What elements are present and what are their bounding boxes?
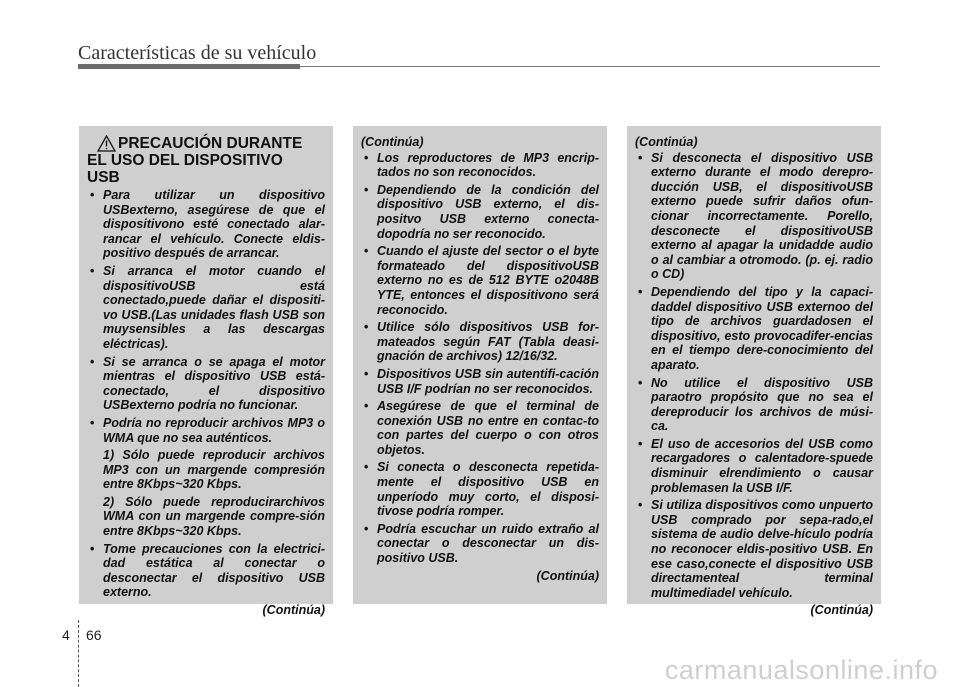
list-item: • Dispositivos USB sin autentifi-cación USB I/F podrían no ser reconocidos. (361, 367, 599, 396)
list-item: • Podría escuchar un ruido extraño al conectar o desconectar un dis-positivo USB. (361, 522, 599, 566)
footer-divider (78, 620, 79, 687)
continued-label: (Continúa) (536, 568, 599, 583)
list-item: • No utilice el dispositivo USB paraotro propósito que no sea el dereproducir los archivos de músi-ca. (635, 376, 873, 434)
page-header-title: Características de su vehículo (78, 42, 317, 64)
caution-box-column-2 (353, 126, 607, 604)
list-item: • Si utiliza dispositivos como unpuerto USB comprado por sepa-rado,el sistema de audio delve-hículo podría no reconocer eldis-positivo USB. En ese caso,conecte el dispositivo USB directamenteal terminal multimediadel vehículo. (635, 498, 873, 600)
caution-box-column-3 (627, 126, 881, 618)
caution-title-line-2: EL USO DEL DISPOSITIVO (87, 152, 283, 169)
list-item: • Utilice sólo dispositivos USB for-mateados según FAT (Tabla deasi-gnación de archivos) 12/16/32. (361, 320, 599, 364)
list-item: • Si desconecta el dispositivo USB externo durante el modo derepro-ducción USB, el dispositivoUSB externo puede sufrir daños ofun-cionar incorrectamente. Porello, desconecte el dispositivoUSB externo al apagar la unidadde audio o al cambiar a otromodo. (p. ej. radio o CD) (635, 151, 873, 282)
continued-heading: (Continúa) (635, 135, 698, 149)
list-item: • Podría no reproducir archivos MP3 o WMA que no sea auténticos. (87, 416, 325, 445)
list-item: • Para utilizar un dispositivo USBexterno, asegúrese de que el dispositivono esté conectado alar-rancar el vehículo. Conecte eldis-positivo después de arrancar. (87, 188, 325, 261)
warning-triangle-icon (97, 135, 116, 152)
list-item: • El uso de accesorios del USB como recargadores o calentadore-spuede disminuir elrendimiento o causar problemasen la USB I/F. (635, 437, 873, 495)
caution-box-column-1 (79, 126, 333, 618)
list-item: • Los reproductores de MP3 encrip-tados no son reconocidos. (361, 151, 599, 180)
list-item: • Si conecta o desconecta repetida-mente el dispositivo USB en unperíodo muy corto, el disposi-tivose podría romper. (361, 460, 599, 518)
caution-title-line-1: PRECAUCIÓN DURANTE (118, 135, 303, 152)
continued-label: (Continúa) (262, 603, 325, 618)
header-rule-thick (78, 64, 300, 69)
list-item: • Tome precauciones con la electrici-dad estática al conectar o desconectar el dispositivo USB externo. (87, 542, 325, 600)
list-item: • Si se arranca o se apaga el motor mientras el dispositivo USB está-conectado, el dispositivo USBexterno podría no funcionar. (87, 355, 325, 413)
page-number: 66 (86, 627, 102, 643)
caution-title-line-3: USB (87, 169, 120, 186)
sub-item: 1) Sólo puede reproducir archivos MP3 con un margende compresión entre 8Kbps~320 Kbps. (103, 448, 325, 492)
continued-label: (Continúa) (810, 603, 873, 618)
caution-title (87, 135, 325, 186)
watermark: carmanualsonline.info (664, 655, 938, 685)
section-number: 4 (62, 627, 70, 643)
list-item: • Si arranca el motor cuando el dispositivoUSB está conectado,puede dañar el dispositi-vo USB.(Las unidades flash USB son muysensibles a las descargas eléctricas). (87, 264, 325, 352)
list-item: • Asegúrese de que el terminal de conexión USB no entre en contac-to con partes del cuerpo o con otros objetos. (361, 399, 599, 457)
sub-item: 2) Sólo puede reproducirarchivos WMA con un margende compre-sión entre 8Kbps~320 Kbps. (103, 494, 325, 539)
list-item: • Dependiendo de la condición del dispositivo USB externo, el dis-positvo USB externo conecta-dopodría no ser reconocido. (361, 183, 599, 241)
continued-heading: (Continúa) (361, 135, 424, 149)
list-item: • Cuando el ajuste del sector o el byte formateado del dispositivoUSB externo no es de 512 BYTE o2048B YTE, entonces el dispositivono será reconocido. (361, 244, 599, 317)
header-rule-thin (300, 66, 880, 67)
list-item: • Dependiendo del tipo y la capaci-daddel dispositivo USB externoo del tipo de archivos guardadosen el dispositivo, esto provocadifer-encias en el tiempo dere-conocimiento del aparato. (635, 285, 873, 373)
